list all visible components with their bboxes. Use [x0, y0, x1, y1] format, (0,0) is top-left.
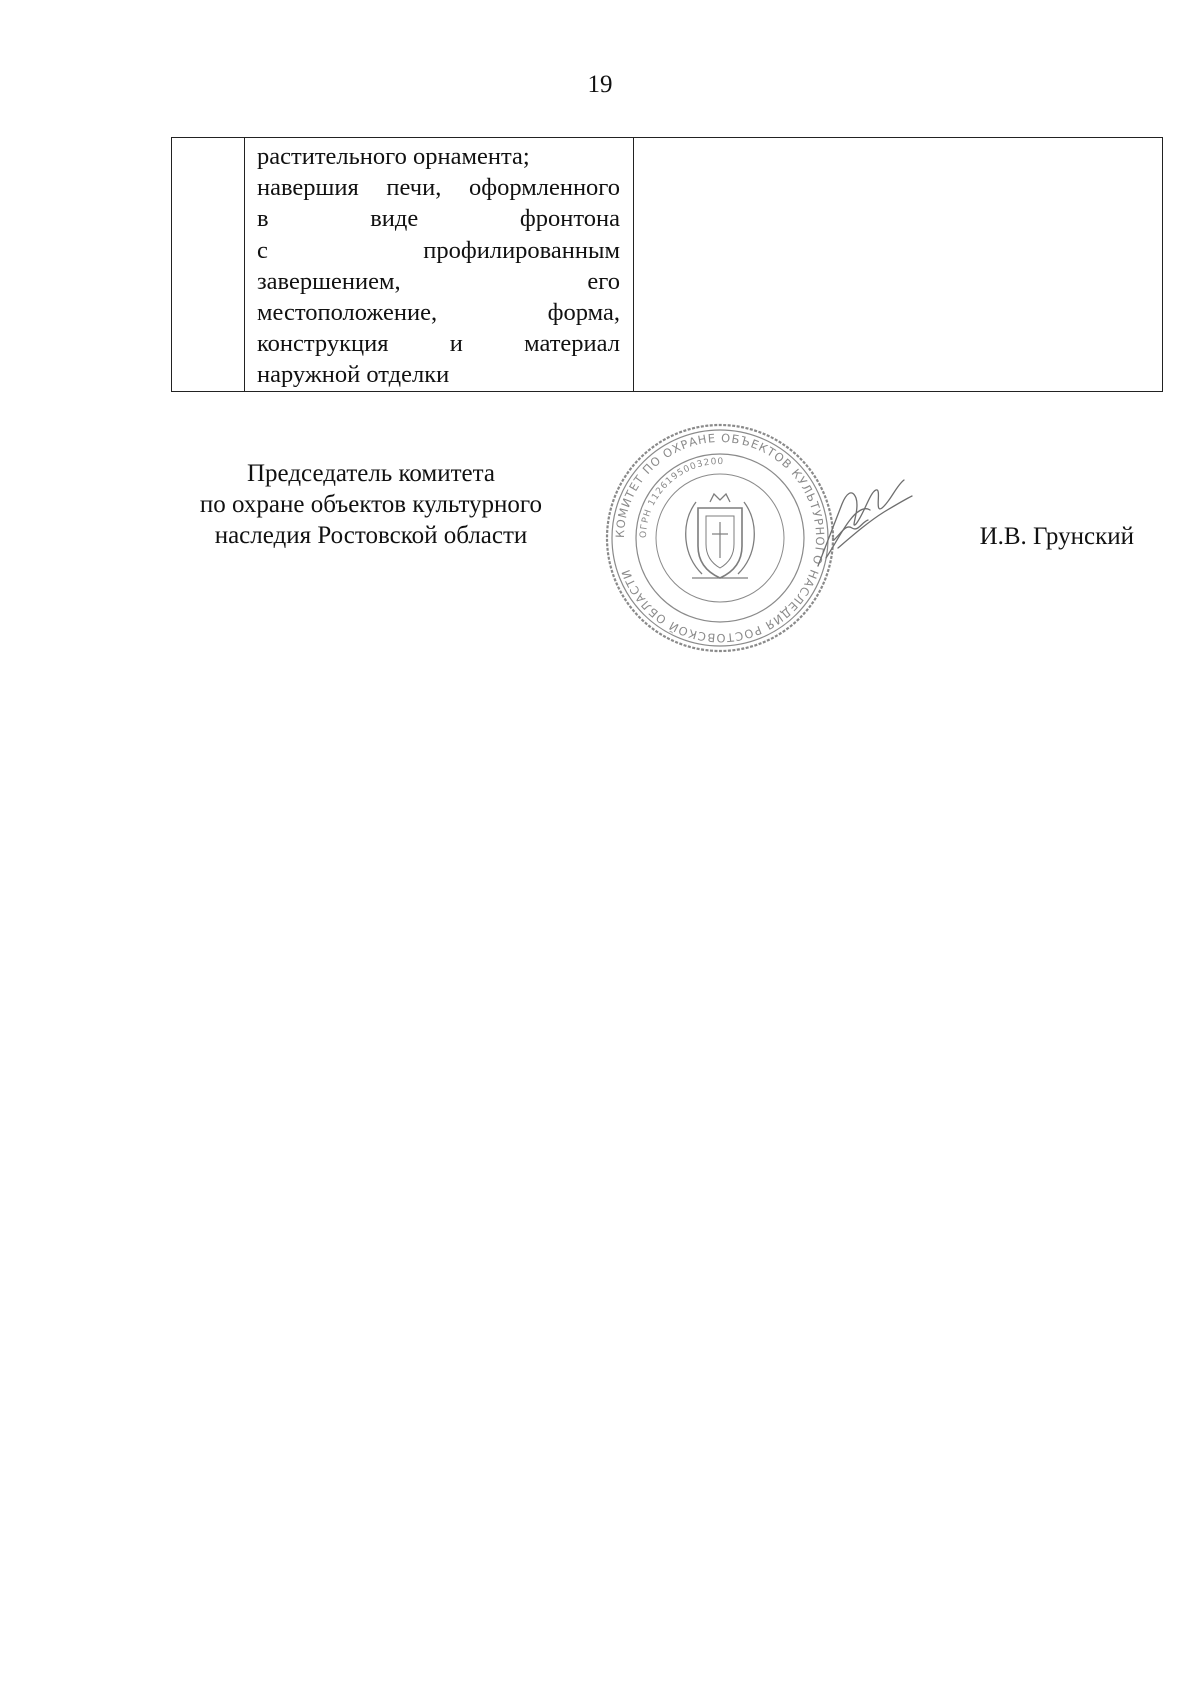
row-description-cell	[245, 138, 634, 392]
description-line	[257, 359, 620, 390]
official-seal-stamp	[600, 418, 840, 658]
signatory-name: И.В. Грунский	[979, 523, 1134, 550]
description-line	[257, 266, 620, 297]
signatory-position-line: по охране объектов культурного	[199, 491, 543, 518]
signatory-position	[158, 458, 584, 551]
row-description-text	[257, 141, 620, 391]
description-line	[257, 172, 620, 203]
description-word: материал	[524, 330, 620, 358]
description-word: в	[257, 205, 269, 233]
row-number-cell	[172, 138, 245, 392]
stamp-inner-text: ОГРН 1126195003200	[638, 456, 725, 539]
description-word: печи,	[386, 174, 442, 202]
description-word: фронтона	[519, 205, 620, 233]
coat-of-arms-emblem	[686, 494, 755, 578]
row-extra-cell	[634, 138, 1163, 392]
description-word: профилированным	[423, 236, 620, 264]
description-line	[257, 141, 620, 172]
page-number: 19	[587, 71, 613, 98]
description-line	[257, 203, 620, 234]
description-word: виде	[370, 205, 419, 233]
description-word: завершением,	[257, 267, 401, 295]
description-line	[257, 235, 620, 266]
signatory-position-line: наследия Ростовской области	[214, 522, 528, 549]
description-word: форма,	[547, 299, 620, 327]
description-word: навершия	[257, 174, 359, 202]
description-word: конструкция	[257, 330, 389, 358]
description-line	[257, 297, 620, 328]
description-word: растительного орнамента;	[257, 143, 530, 170]
signatory-position-line: Председатель комитета	[247, 460, 495, 487]
description-word: местоположение,	[257, 299, 438, 327]
handwritten-signature	[812, 470, 918, 574]
description-word: с	[257, 236, 268, 264]
description-word: его	[587, 267, 620, 295]
description-word: и	[449, 330, 463, 358]
description-word: оформленного	[468, 174, 620, 202]
table-row	[172, 138, 1163, 392]
content-table	[171, 137, 1163, 392]
description-line	[257, 328, 620, 359]
description-word: наружной отделки	[257, 361, 450, 389]
stamp-outer-text: КОМИТЕТ ПО ОХРАНЕ ОБЪЕКТОВ КУЛЬТУРНОГО НАСЛЕДИЯ РОСТОВСКОЙ ОБЛАСТИ	[612, 430, 828, 646]
